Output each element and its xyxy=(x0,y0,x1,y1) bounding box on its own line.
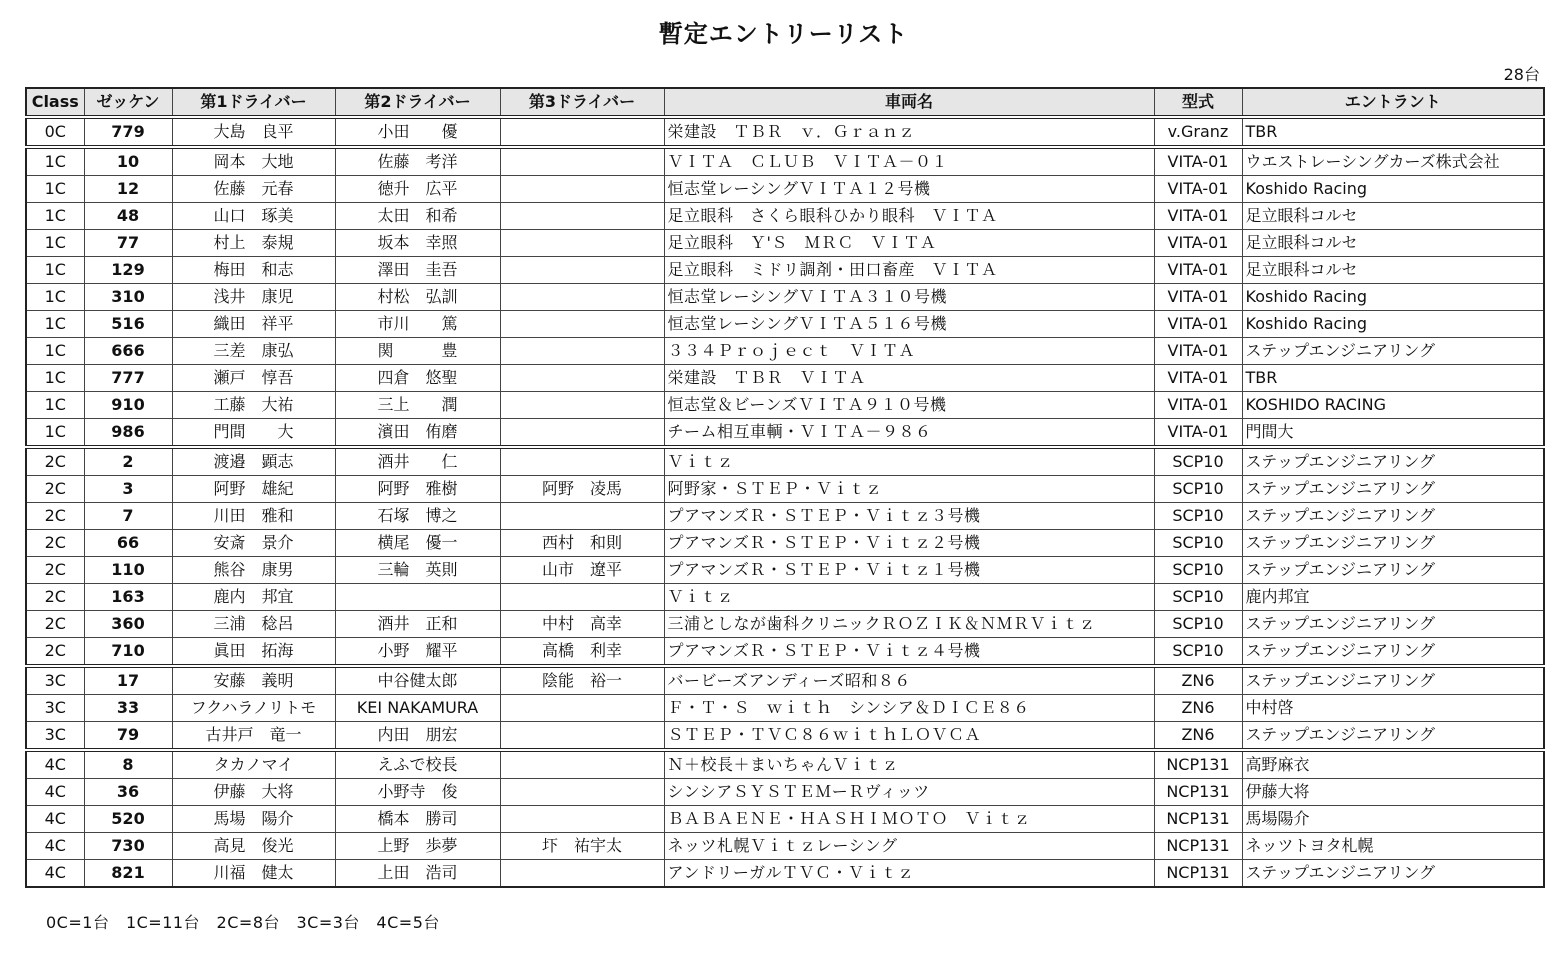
entry-rows xyxy=(26,117,1544,887)
cell-driver1: 阿野 雄紀 xyxy=(172,476,335,503)
table-row xyxy=(26,311,1544,338)
cell-driver3 xyxy=(500,806,664,833)
cell-car-name: 栄建設 ＴＢＲ ＶＩＴＡ xyxy=(664,365,1154,392)
cell-driver2: 澤田 圭吾 xyxy=(335,257,500,284)
cell-driver1: タカノマイ xyxy=(172,750,335,779)
cell-class: 3C xyxy=(26,666,84,695)
cell-class: 2C xyxy=(26,611,84,638)
cell-driver3 xyxy=(500,176,664,203)
table-row xyxy=(26,476,1544,503)
cell-car-name: バービーズアンディーズ昭和８６ xyxy=(664,666,1154,695)
cell-driver2: 四倉 悠聖 xyxy=(335,365,500,392)
table-row xyxy=(26,284,1544,311)
cell-driver3 xyxy=(500,750,664,779)
cell-number: 66 xyxy=(84,530,172,557)
cell-number: 910 xyxy=(84,392,172,419)
cell-driver2: 関 豊 xyxy=(335,338,500,365)
cell-model: NCP131 xyxy=(1154,750,1242,779)
cell-number: 779 xyxy=(84,117,172,147)
cell-driver2: 坂本 幸照 xyxy=(335,230,500,257)
cell-driver3 xyxy=(500,284,664,311)
cell-driver1: 伊藤 大将 xyxy=(172,779,335,806)
cell-number: 710 xyxy=(84,638,172,667)
cell-driver1: 村上 泰規 xyxy=(172,230,335,257)
cell-driver3 xyxy=(500,147,664,176)
cell-driver1: 梅田 和志 xyxy=(172,257,335,284)
cell-driver2: 市川 篤 xyxy=(335,311,500,338)
cell-driver1: 岡本 大地 xyxy=(172,147,335,176)
cell-driver1: 渡邉 顕志 xyxy=(172,447,335,476)
table-row xyxy=(26,833,1544,860)
cell-driver1: 川福 健太 xyxy=(172,860,335,888)
table-row xyxy=(26,695,1544,722)
cell-driver1: 織田 祥平 xyxy=(172,311,335,338)
cell-model: SCP10 xyxy=(1154,584,1242,611)
cell-car-name: ＶＩＴＡ ＣＬＵＢ ＶＩＴＡ－０１ xyxy=(664,147,1154,176)
cell-driver3 xyxy=(500,203,664,230)
cell-number: 163 xyxy=(84,584,172,611)
table-row xyxy=(26,447,1544,476)
cell-car-name: ３３４Ｐｒｏｊｅｃｔ ＶＩＴＡ xyxy=(664,338,1154,365)
cell-entrant: ステップエンジニアリング xyxy=(1242,447,1544,476)
cell-car-name: Ｖｉｔｚ xyxy=(664,584,1154,611)
cell-car-name: 栄建設 ＴＢＲ ｖ．Ｇｒａｎｚ xyxy=(664,117,1154,147)
cell-number: 360 xyxy=(84,611,172,638)
col-header-driver2: 第2ドライバー xyxy=(335,88,500,117)
cell-driver3 xyxy=(500,365,664,392)
cell-entrant: 足立眼科コルセ xyxy=(1242,230,1544,257)
cell-driver1: フクハラノリトモ xyxy=(172,695,335,722)
cell-driver1: 大島 良平 xyxy=(172,117,335,147)
cell-driver3 xyxy=(500,257,664,284)
cell-car-name: 足立眼科 Ｙ'Ｓ ＭＲＣ ＶＩＴＡ xyxy=(664,230,1154,257)
cell-entrant: ステップエンジニアリング xyxy=(1242,666,1544,695)
cell-driver2: 中谷健太郎 xyxy=(335,666,500,695)
cell-driver1: 馬場 陽介 xyxy=(172,806,335,833)
cell-model: VITA-01 xyxy=(1154,392,1242,419)
cell-class: 1C xyxy=(26,176,84,203)
cell-class: 2C xyxy=(26,557,84,584)
cell-entrant: Koshido Racing xyxy=(1242,311,1544,338)
cell-class: 1C xyxy=(26,230,84,257)
cell-model: SCP10 xyxy=(1154,447,1242,476)
cell-number: 79 xyxy=(84,722,172,751)
cell-car-name: プアマンズＲ・ＳＴＥＰ・Ｖｉｔｚ４号機 xyxy=(664,638,1154,667)
cell-driver2: 小田 優 xyxy=(335,117,500,147)
cell-driver1: 鹿内 邦宜 xyxy=(172,584,335,611)
cell-entrant: ステップエンジニアリング xyxy=(1242,503,1544,530)
class-summary: 0C=1台 1C=11台 2C=8台 3C=3台 4C=5台 xyxy=(46,913,440,932)
cell-driver3: 高橋 利幸 xyxy=(500,638,664,667)
cell-driver1: 古井戸 竜一 xyxy=(172,722,335,751)
cell-number: 520 xyxy=(84,806,172,833)
cell-driver3 xyxy=(500,503,664,530)
cell-model: v.Granz xyxy=(1154,117,1242,147)
cell-driver3 xyxy=(500,722,664,751)
total-count: 28台 xyxy=(1503,65,1540,84)
cell-driver3 xyxy=(500,392,664,419)
cell-driver3: 阿野 凌馬 xyxy=(500,476,664,503)
cell-number: 516 xyxy=(84,311,172,338)
cell-class: 1C xyxy=(26,338,84,365)
table-row xyxy=(26,392,1544,419)
cell-driver3 xyxy=(500,311,664,338)
cell-class: 1C xyxy=(26,284,84,311)
cell-entrant: 足立眼科コルセ xyxy=(1242,203,1544,230)
cell-model: SCP10 xyxy=(1154,503,1242,530)
cell-car-name: プアマンズＲ・ＳＴＥＰ・Ｖｉｔｚ３号機 xyxy=(664,503,1154,530)
cell-driver2: 上野 歩夢 xyxy=(335,833,500,860)
cell-entrant: ステップエンジニアリング xyxy=(1242,722,1544,751)
cell-class: 2C xyxy=(26,530,84,557)
cell-driver3: 中村 高幸 xyxy=(500,611,664,638)
cell-driver2: 佐藤 考洋 xyxy=(335,147,500,176)
cell-number: 821 xyxy=(84,860,172,888)
cell-car-name: アンドリーガルＴＶＣ・Ｖｉｔｚ xyxy=(664,860,1154,888)
table-row xyxy=(26,203,1544,230)
cell-entrant: ステップエンジニアリング xyxy=(1242,860,1544,888)
cell-entrant: ステップエンジニアリング xyxy=(1242,557,1544,584)
cell-car-name: シンシアＳＹＳＴＥＭーＲヴィッツ xyxy=(664,779,1154,806)
cell-number: 7 xyxy=(84,503,172,530)
cell-class: 2C xyxy=(26,503,84,530)
cell-model: VITA-01 xyxy=(1154,257,1242,284)
cell-driver1: 熊谷 康男 xyxy=(172,557,335,584)
cell-class: 4C xyxy=(26,806,84,833)
cell-driver3 xyxy=(500,779,664,806)
cell-driver3 xyxy=(500,117,664,147)
cell-car-name: 足立眼科 ミドリ調剤・田口畜産 ＶＩＴＡ xyxy=(664,257,1154,284)
cell-entrant: ネッツトヨタ札幌 xyxy=(1242,833,1544,860)
col-header-driver1: 第1ドライバー xyxy=(172,88,335,117)
cell-model: SCP10 xyxy=(1154,611,1242,638)
cell-driver2: 石塚 博之 xyxy=(335,503,500,530)
cell-entrant: 門間大 xyxy=(1242,419,1544,448)
cell-driver2: 横尾 優一 xyxy=(335,530,500,557)
table-row xyxy=(26,557,1544,584)
cell-class: 2C xyxy=(26,476,84,503)
table-row xyxy=(26,503,1544,530)
table-row xyxy=(26,117,1544,147)
table-row xyxy=(26,779,1544,806)
cell-driver3: 西村 和則 xyxy=(500,530,664,557)
cell-driver2 xyxy=(335,584,500,611)
cell-car-name: プアマンズＲ・ＳＴＥＰ・Ｖｉｔｚ１号機 xyxy=(664,557,1154,584)
cell-car-name: 阿野家・ＳＴＥＰ・Ｖｉｔｚ xyxy=(664,476,1154,503)
page-title: 暫定エントリーリスト xyxy=(658,20,909,48)
cell-driver3 xyxy=(500,338,664,365)
table-row xyxy=(26,860,1544,888)
cell-driver1: 佐藤 元春 xyxy=(172,176,335,203)
cell-driver2: 濱田 侑磨 xyxy=(335,419,500,448)
cell-car-name: 恒志堂レーシングＶＩＴＡ１２号機 xyxy=(664,176,1154,203)
cell-class: 4C xyxy=(26,779,84,806)
cell-model: NCP131 xyxy=(1154,806,1242,833)
cell-entrant: ステップエンジニアリング xyxy=(1242,530,1544,557)
col-header-driver3: 第3ドライバー xyxy=(500,88,664,117)
cell-number: 8 xyxy=(84,750,172,779)
cell-driver3 xyxy=(500,860,664,888)
cell-driver3 xyxy=(500,447,664,476)
cell-number: 110 xyxy=(84,557,172,584)
table-row xyxy=(26,365,1544,392)
cell-model: NCP131 xyxy=(1154,860,1242,888)
cell-driver1: 瀬戸 惇吾 xyxy=(172,365,335,392)
cell-entrant: 鹿内邦宜 xyxy=(1242,584,1544,611)
cell-model: SCP10 xyxy=(1154,530,1242,557)
cell-model: NCP131 xyxy=(1154,779,1242,806)
cell-driver2: 村松 弘訓 xyxy=(335,284,500,311)
cell-entrant: 高野麻衣 xyxy=(1242,750,1544,779)
cell-driver1: 安斎 景介 xyxy=(172,530,335,557)
cell-entrant: TBR xyxy=(1242,365,1544,392)
table-row xyxy=(26,638,1544,667)
cell-class: 1C xyxy=(26,311,84,338)
col-header-type: 型式 xyxy=(1154,88,1242,117)
cell-driver2: 上田 浩司 xyxy=(335,860,500,888)
cell-number: 3 xyxy=(84,476,172,503)
cell-entrant: 伊藤大将 xyxy=(1242,779,1544,806)
cell-driver3 xyxy=(500,230,664,257)
cell-driver3: 圷 祐宇太 xyxy=(500,833,664,860)
cell-driver2: 内田 朋宏 xyxy=(335,722,500,751)
cell-class: 1C xyxy=(26,147,84,176)
cell-driver2: 三上 潤 xyxy=(335,392,500,419)
cell-model: SCP10 xyxy=(1154,638,1242,667)
cell-model: VITA-01 xyxy=(1154,230,1242,257)
table-row xyxy=(26,750,1544,779)
cell-model: ZN6 xyxy=(1154,666,1242,695)
cell-number: 36 xyxy=(84,779,172,806)
table-row xyxy=(26,611,1544,638)
cell-class: 1C xyxy=(26,392,84,419)
cell-driver2: KEI NAKAMURA xyxy=(335,695,500,722)
cell-entrant: ウエストレーシングカーズ株式会社 xyxy=(1242,147,1544,176)
cell-model: VITA-01 xyxy=(1154,419,1242,448)
cell-class: 0C xyxy=(26,117,84,147)
cell-model: VITA-01 xyxy=(1154,147,1242,176)
cell-class: 1C xyxy=(26,257,84,284)
cell-car-name: プアマンズＲ・ＳＴＥＰ・Ｖｉｔｚ２号機 xyxy=(664,530,1154,557)
cell-class: 2C xyxy=(26,584,84,611)
cell-model: NCP131 xyxy=(1154,833,1242,860)
cell-model: SCP10 xyxy=(1154,476,1242,503)
cell-driver1: 眞田 拓海 xyxy=(172,638,335,667)
cell-driver1: 工藤 大祐 xyxy=(172,392,335,419)
table-row xyxy=(26,176,1544,203)
cell-driver1: 高見 俊光 xyxy=(172,833,335,860)
cell-driver1: 三浦 稔呂 xyxy=(172,611,335,638)
cell-driver2: 徳升 広平 xyxy=(335,176,500,203)
table-row xyxy=(26,147,1544,176)
entry-list-table xyxy=(25,87,1545,888)
cell-class: 1C xyxy=(26,203,84,230)
cell-model: VITA-01 xyxy=(1154,203,1242,230)
cell-car-name: Ｖｉｔｚ xyxy=(664,447,1154,476)
table-row xyxy=(26,530,1544,557)
col-header-class: Class xyxy=(26,88,84,117)
cell-driver1: 川田 雅和 xyxy=(172,503,335,530)
cell-model: VITA-01 xyxy=(1154,311,1242,338)
cell-number: 986 xyxy=(84,419,172,448)
cell-number: 33 xyxy=(84,695,172,722)
cell-number: 129 xyxy=(84,257,172,284)
cell-entrant: 足立眼科コルセ xyxy=(1242,257,1544,284)
cell-class: 2C xyxy=(26,447,84,476)
table-row xyxy=(26,722,1544,751)
cell-driver2: えふで校長 xyxy=(335,750,500,779)
cell-class: 3C xyxy=(26,695,84,722)
col-header-car: 車両名 xyxy=(664,88,1154,117)
cell-driver2: 酒井 正和 xyxy=(335,611,500,638)
cell-number: 2 xyxy=(84,447,172,476)
cell-driver3 xyxy=(500,419,664,448)
cell-class: 3C xyxy=(26,722,84,751)
cell-class: 1C xyxy=(26,365,84,392)
cell-car-name: ＳＴＥＰ・ＴＶＣ８６ｗｉｔｈＬＯＶＣＡ xyxy=(664,722,1154,751)
cell-number: 310 xyxy=(84,284,172,311)
cell-class: 1C xyxy=(26,419,84,448)
cell-driver2: 酒井 仁 xyxy=(335,447,500,476)
cell-class: 4C xyxy=(26,750,84,779)
cell-driver2: 小野 耀平 xyxy=(335,638,500,667)
cell-driver2: 三輪 英則 xyxy=(335,557,500,584)
cell-entrant: ステップエンジニアリング xyxy=(1242,338,1544,365)
cell-driver1: 三差 康弘 xyxy=(172,338,335,365)
cell-number: 666 xyxy=(84,338,172,365)
cell-driver1: 浅井 康児 xyxy=(172,284,335,311)
cell-driver3: 陰能 裕一 xyxy=(500,666,664,695)
cell-entrant: ステップエンジニアリング xyxy=(1242,611,1544,638)
table-row xyxy=(26,806,1544,833)
cell-model: VITA-01 xyxy=(1154,176,1242,203)
cell-number: 77 xyxy=(84,230,172,257)
cell-driver2: 小野寺 俊 xyxy=(335,779,500,806)
cell-entrant: KOSHIDO RACING xyxy=(1242,392,1544,419)
cell-driver3: 山市 遼平 xyxy=(500,557,664,584)
cell-model: VITA-01 xyxy=(1154,365,1242,392)
cell-car-name: ＢＡＢＡＥＮＥ・ＨＡＳＨＩＭＯＴＯ Ｖｉｔｚ xyxy=(664,806,1154,833)
cell-entrant: Koshido Racing xyxy=(1242,284,1544,311)
cell-driver2: 太田 和希 xyxy=(335,203,500,230)
table-row xyxy=(26,666,1544,695)
col-header-entrant: エントラント xyxy=(1242,88,1544,117)
cell-driver2: 橋本 勝司 xyxy=(335,806,500,833)
cell-model: VITA-01 xyxy=(1154,338,1242,365)
table-row xyxy=(26,257,1544,284)
cell-car-name: Ｎ＋校長＋まいちゃんＶｉｔｚ xyxy=(664,750,1154,779)
cell-car-name: Ｆ・Ｔ・Ｓ ｗｉｔｈ シンシア＆ＤＩＣＥ８６ xyxy=(664,695,1154,722)
cell-entrant: 中村啓 xyxy=(1242,695,1544,722)
col-header-number: ゼッケン xyxy=(84,88,172,117)
cell-car-name: 恒志堂レーシングＶＩＴＡ３１０号機 xyxy=(664,284,1154,311)
cell-driver1: 門間 大 xyxy=(172,419,335,448)
cell-number: 17 xyxy=(84,666,172,695)
cell-number: 48 xyxy=(84,203,172,230)
cell-number: 12 xyxy=(84,176,172,203)
cell-entrant: Koshido Racing xyxy=(1242,176,1544,203)
cell-car-name: 足立眼科 さくら眼科ひかり眼科 ＶＩＴＡ xyxy=(664,203,1154,230)
cell-entrant: ステップエンジニアリング xyxy=(1242,638,1544,667)
cell-model: ZN6 xyxy=(1154,722,1242,751)
cell-number: 10 xyxy=(84,147,172,176)
cell-car-name: 恒志堂＆ビーンズＶＩＴＡ９１０号機 xyxy=(664,392,1154,419)
table-row xyxy=(26,419,1544,448)
header-row xyxy=(26,88,1544,117)
cell-entrant: TBR xyxy=(1242,117,1544,147)
cell-class: 2C xyxy=(26,638,84,667)
cell-driver3 xyxy=(500,695,664,722)
table-row xyxy=(26,230,1544,257)
cell-car-name: 恒志堂レーシングＶＩＴＡ５１６号機 xyxy=(664,311,1154,338)
cell-class: 4C xyxy=(26,833,84,860)
cell-driver1: 山口 琢美 xyxy=(172,203,335,230)
cell-car-name: ネッツ札幌Ｖｉｔｚレーシング xyxy=(664,833,1154,860)
cell-model: ZN6 xyxy=(1154,695,1242,722)
cell-car-name: 三浦としなが歯科クリニックＲＯＺＩＫ＆ＮＭＲＶｉｔｚ xyxy=(664,611,1154,638)
cell-model: VITA-01 xyxy=(1154,284,1242,311)
cell-driver3 xyxy=(500,584,664,611)
cell-entrant: 馬場陽介 xyxy=(1242,806,1544,833)
cell-number: 730 xyxy=(84,833,172,860)
cell-driver2: 阿野 雅樹 xyxy=(335,476,500,503)
cell-number: 777 xyxy=(84,365,172,392)
cell-driver1: 安藤 義明 xyxy=(172,666,335,695)
table-row xyxy=(26,338,1544,365)
cell-entrant: ステップエンジニアリング xyxy=(1242,476,1544,503)
cell-model: SCP10 xyxy=(1154,557,1242,584)
table-row xyxy=(26,584,1544,611)
cell-class: 4C xyxy=(26,860,84,888)
cell-car-name: チーム相互車輌・ＶＩＴＡ－９８６ xyxy=(664,419,1154,448)
